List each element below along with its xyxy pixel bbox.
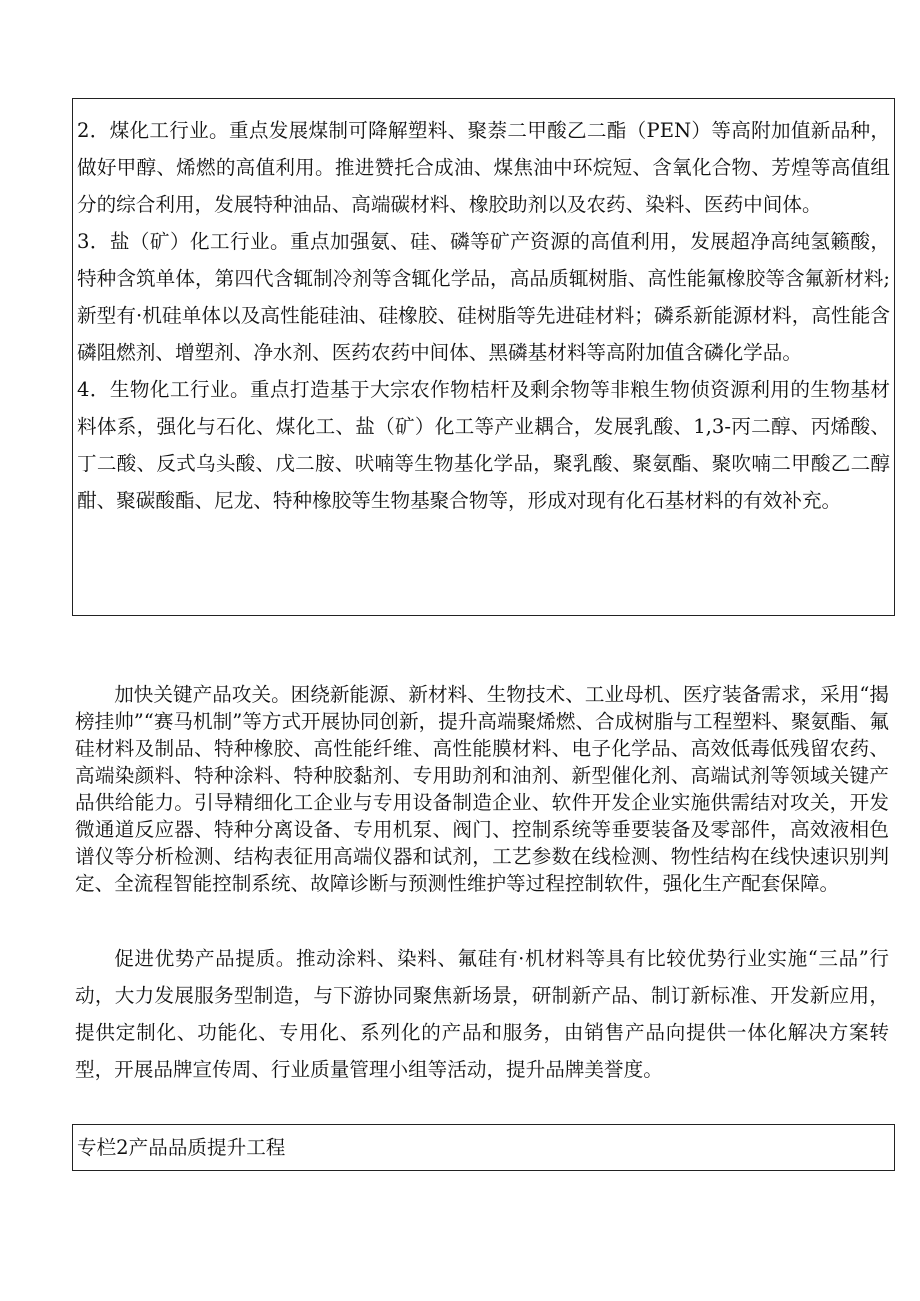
column-box <box>72 1124 895 1171</box>
key-products-paragraph-block <box>75 681 889 897</box>
key-products-paragraph: 加快关键产品攻关。困绕新能源、新材料、生物技术、工业母机、医疗装备需求，采用“揭榜挂帅”“赛马机制”等方式开展协同创新，提升高端聚烯燃、合成树脂与工程塑料、聚氨酯、氟硅材料及制品、特种橡胶、高性能纤维、高性能膜材料、电子化学品、高效低毒低残留农药、高端染颜料、特种涂料、特种胶黏剂、专用助剂和油剂、新型催化剂、高端试剂等领域关键产品供给能力。引导精细化工企业与专用设备制造企业、软件开发企业实施供需结对攻关，开发微通道反应器、特种分离设备、专用机泵、阀门、控制系统等垂要装备及零部件，高效液相色谱仪等分析检测、结构表征用高端仪器和试剂，工艺参数在线检测、物性结构在线快速识别判定、全流程智能控制系统、故障诊断与预测性维护等过程控制软件，强化生产配套保障。 <box>75 683 889 895</box>
quality-upgrade-paragraph: 促进优势产品提质。推动涂料、染料、氟硅有·机材料等具有比较优势行业实施“三品”行动，大力发展服务型制造，与下游协同聚焦新场景，研制新产品、制订新标准、开发新应用，提供定制化、功能化、专用化、系列化的产品和服务，由销售产品向提供一体化解决方案转型，开展品牌宣传周、行业质量管理小组等活动，提升品牌美誉度。 <box>75 947 889 1081</box>
quality-upgrade-paragraph-block <box>75 940 889 1088</box>
coal-chemical-paragraph: 2．煤化工行业。重点发展煤制可降解塑料、聚萘二甲酸乙二酯（PEN）等高附加值新品种，做好甲醇、烯燃的高值利用。推进赞托合成油、煤焦油中环烷短、含氧化合物、芳煌等高值组分的综合利用，发展特种油品、高端碳材料、橡胶助剂以及农药、染料、医药中间体。 <box>77 119 890 216</box>
bio-chemical-paragraph: 4．生物化工行业。重点打造基于大宗农作物桔杆及剩余物等非粮生物侦资源利用的生物基材料体系，强化与石化、煤化工、盐（矿）化工等产业耦合，发展乳酸、1,3-丙二醇、丙烯酸、丁二酸、反式乌头酸、戊二胺、吠喃等生物基化学品，聚乳酸、聚氨酯、聚吹喃二甲酸乙二醇酣、聚碳酸酯、尼龙、特种橡胶等生物基聚合物等，形成对现有化石基材料的有效补充。 <box>77 378 890 512</box>
salt-mineral-chemical-paragraph: 3．盐（矿）化工行业。重点加强氨、硅、磷等矿产资源的高值利用，发展超净高纯氢籁酸，特种含筑单体，第四代含辄制冷剂等含辄化学品，高品质辄树脂、高性能氟橡胶等含氟新材料;新型有·机硅单体以及高性能硅油、硅橡胶、硅树脂等先进硅材料；磷系新能源材料，高性能含磷阻燃剂、增塑剂、净水剂、医药农药中间体、黑磷基材料等高附加值含磷化学品。 <box>77 230 890 364</box>
industry-table-cell <box>72 98 895 616</box>
column-caption: 专栏2产品品质提升工程 <box>77 1136 286 1159</box>
